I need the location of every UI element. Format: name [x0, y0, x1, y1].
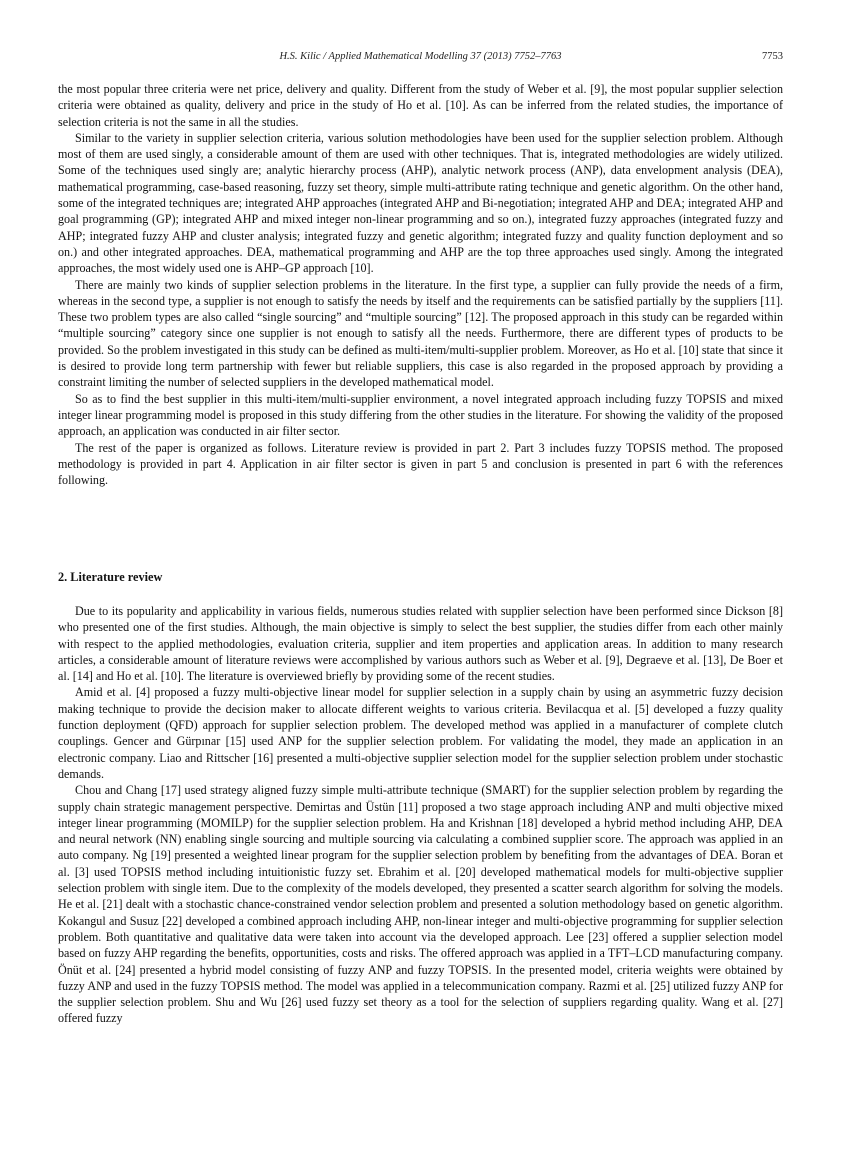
paragraph: the most popular three criteria were net price, delivery and quality. Different from the study of Weber et al. [9], the most popular supplier selection criteria were obtained as quality, delivery and price in the study of Ho et al. [10]. As can be inferred from the related studies, the importance of selection criteria is not the same in all the studies.	[58, 82, 783, 129]
running-title: H.S. Kilic / Applied Mathematical Modelling 37 (2013) 7752–7763	[279, 51, 562, 62]
paragraph: The rest of the paper is organized as follows. Literature review is provided in part 2. Part 3 includes fuzzy TOPSIS method. The proposed methodology is provided in part 4. Application in air filter sector is given in part 5 and conclusion is presented in part 6 with the references following.	[58, 440, 783, 488]
running-head	[58, 51, 783, 67]
paragraph: Similar to the variety in supplier selection criteria, various solution methodologies have been used for the supplier selection problem. Although most of them are used singly, a considerable amount of them are used with other techniques. That is, integrated methodologies are widely utilized. Some of the techniques used singly are; analytic hierarchy process (AHP), analytic network process (ANP), data envelopment analysis (DEA), mathematical programming, case-based reasoning, fuzzy set theory, simple multi-attribute rating technique and genetic algorithm. On the other hand, some of the integrated techniques are; integrated AHP approaches (integrated AHP and Bi-negotiation; integrated AHP and DEA; integrated AHP and goal programming (GP); integrated AHP and mixed integer non-linear programming and so on.), integrated fuzzy approaches (integrated fuzzy and AHP; integrated fuzzy AHP and cluster analysis; integrated fuzzy and genetic algorithm; integrated fuzzy and quality function deployment and so on.) and other integrated approaches. DEA, mathematical programming and AHP are the top three approaches used singly. Among the integrated approaches, the most widely used one is AHP–GP approach [10].	[58, 130, 783, 276]
paragraph: Chou and Chang [17] used strategy aligned fuzzy simple multi-attribute technique (SMART) for the supplier selection problem by regarding the supply chain strategic management perspective. Demirtas and Üstün [11] proposed a two stage approach including ANP and multi objective mixed integer linear programming (MOMILP) for the supplier selection problem. Ha and Krishnan [18] developed a hybrid method including AHP, DEA and neural network (NN) enabling single sourcing and multiple sourcing via calculating a combined supplier score. The approach was applied in an auto company. Ng [19] presented a weighted linear program for the supplier selection problem by benefiting from the advantages of DEA. Boran et al. [3] used TOPSIS method including intuitionistic fuzzy set. Ebrahim et al. [20] developed mathematical models for multi-objective supplier selection problem with single item. Due to the complexity of the models developed, they presented a scatter search algorithm for solving the models. He et al. [21] dealt with a stochastic chance-constrained vendor selection problem and presented a solution methodology based on genetic algorithm. Kokangul and Susuz [22] developed a combined approach including AHP, non-linear integer and multi-objective programming for supplier selection problem. Both quantitative and qualitative data were taken into account via the developed approach. Lee [23] offered a supplier selection model based on fuzzy AHP regarding the benefits, opportunities, costs and risks. The offered approach was applied in a TFT–LCD manufacturing company. Önüt et al. [24] presented a hybrid model consisting of fuzzy ANP and fuzzy TOPSIS. In the presented model, criteria weights were obtained by fuzzy ANP and used in the fuzzy TOPSIS method. The model was applied in a telecommunication company. Razmi et al. [25] utilized fuzzy ANP for the supplier selection problem. Shu and Wu [26] used fuzzy set theory as a tool for the selection of suppliers regarding quality. Wang et al. [27] offered fuzzy	[58, 783, 783, 1026]
introduction-continued	[58, 81, 783, 488]
paragraph: So as to find the best supplier in this multi-item/multi-supplier environment, a novel integrated approach including fuzzy TOPSIS and mixed integer linear programming model is proposed in this study differing from the other studies in the literature. For showing the validity of the proposed approach, an application was conducted in air filter sector.	[58, 391, 783, 439]
paragraph: Amid et al. [4] proposed a fuzzy multi-objective linear model for supplier selection in a supply chain by using an asymmetric fuzzy decision making technique to provide the decision maker to allocate different weights to various criteria. Bevilacqua et al. [5] developed a fuzzy quality function deployment (QFD) approach for supplier selection problem. The developed method was applied in a manufacturer of complete clutch couplings. Gencer and Gürpınar [15] used ANP for the supplier selection problem. For validating the model, they made an application in an electronic company. Liao and Rittscher [16] presented a multi-objective supplier selection model for the supplier selection problem under stochastic demands.	[58, 685, 783, 781]
literature-review-body	[58, 603, 783, 1027]
paragraph: There are mainly two kinds of supplier selection problems in the literature. In the first type, a supplier can fully provide the needs of a firm, whereas in the second type, a supplier is not enough to satisfy the needs by itself and the requirements can be satisfied partially by the suppliers [11]. These two problem types are also called “single sourcing” and “multiple sourcing” [12]. The proposed approach in this study can be regarded within “multiple sourcing” category since one supplier is not enough to satisfy all the needs. Furthermore, there are different types of products to be provided. So the problem investigated in this study can be defined as multi-item/multi-supplier problem. Moreover, as Ho et al. [10] state that since it is desired to provide long term partnership with fewer but reliable suppliers, this case is also regarded in the proposed approach by providing a constraint limiting the number of selected suppliers in the developed mathematical model.	[58, 277, 783, 390]
section-heading: 2. Literature review	[58, 570, 163, 584]
paragraph: Due to its popularity and applicability in various fields, numerous studies related with supplier selection have been performed since Dickson [8] who presented one of the first studies. Although, the main objective is simply to select the best supplier, the studies differ from each other mainly with respect to the applied methodologies, evaluation criteria, supplier and item properties and application areas. In addition to many research articles, a considerable amount of literature reviews were accomplished by various authors such as Weber et al. [9], Degraeve et al. [13], De Boer et al. [14] and Ho et al. [10]. The literature is overviewed briefly by providing some of the recent studies.	[58, 604, 783, 684]
page-number: 7753	[762, 51, 783, 62]
